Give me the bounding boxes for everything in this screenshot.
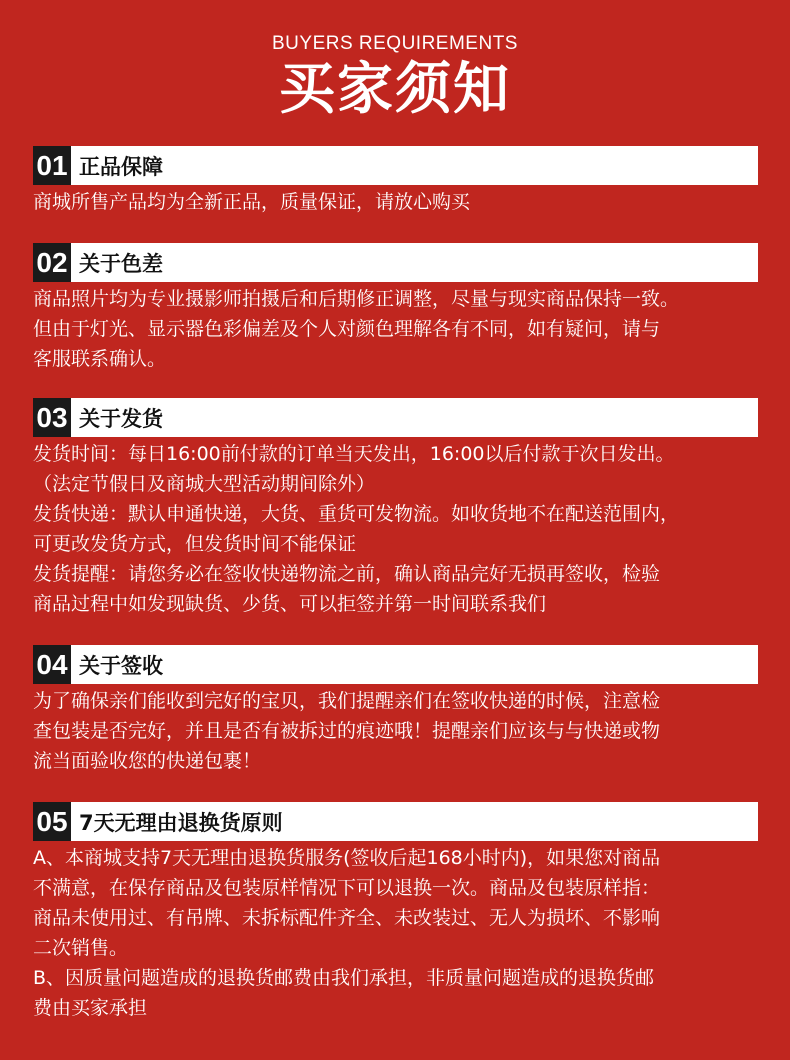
- body-line: 费由买家承担: [33, 997, 148, 1019]
- section-header: [33, 243, 758, 282]
- body-line: 二次销售。: [33, 937, 129, 959]
- body-line: 流当面验收您的快递包裹！: [33, 750, 262, 772]
- body-line: 商品未使用过、有吊牌、未拆标配件齐全、未改装过、无人为损坏、不影响: [33, 907, 661, 929]
- section-number: 05: [33, 802, 71, 841]
- section-return-policy: [33, 802, 758, 1023]
- body-line: 商品照片均为专业摄影师拍摄后和后期修正调整，尽量与现实商品保持一致。: [33, 288, 680, 310]
- section-shipping: [33, 398, 758, 619]
- body-line: 可更改发货方式，但发货时间不能保证: [33, 533, 357, 555]
- section-receipt: [33, 645, 758, 776]
- body-line: 商品过程中如发现缺货、少货、可以拒签并第一时间联系我们: [33, 593, 547, 615]
- section-header: [33, 398, 758, 437]
- body-line: 发货时间：每日16:00前付款的订单当天发出，16:00以后付款于次日发出。: [33, 443, 675, 465]
- section-title: 正品保障: [79, 154, 163, 179]
- section-authentic-guarantee: [33, 146, 758, 217]
- section-color-difference: [33, 243, 758, 374]
- section-title: 关于发货: [79, 406, 163, 431]
- body-line: （法定节假日及商城大型活动期间除外）: [33, 473, 376, 495]
- section-number: 02: [33, 243, 71, 282]
- section-title: 关于色差: [79, 251, 163, 276]
- section-number: 04: [33, 645, 71, 684]
- section-body: [33, 187, 758, 217]
- body-line: 但由于灯光、显示器色彩偏差及个人对颜色理解各有不同，如有疑问，请与: [33, 318, 661, 340]
- section-body: [33, 439, 758, 619]
- section-header: [33, 645, 758, 684]
- body-line: 不满意，在保存商品及包装原样情况下可以退换一次。商品及包装原样指：: [33, 877, 661, 899]
- section-title: 关于签收: [79, 653, 163, 678]
- section-body: [33, 284, 758, 374]
- body-line: 客服联系确认。: [33, 348, 167, 370]
- body-line: B、因质量问题造成的退换货邮费由我们承担，非质量问题造成的退换货邮: [33, 967, 655, 989]
- section-number: 01: [33, 146, 71, 185]
- page-subtitle: BUYERS REQUIREMENTS: [272, 33, 518, 54]
- body-line: A、本商城支持7天无理由退换货服务(签收后起168小时内)，如果您对商品: [33, 847, 661, 869]
- body-line: 发货提醒：请您务必在签收快递物流之前，确认商品完好无损再签收，检验: [33, 563, 661, 585]
- body-line: 发货快递：默认申通快递，大货、重货可发物流。如收货地不在配送范围内，: [33, 503, 680, 525]
- section-number: 03: [33, 398, 71, 437]
- section-title: 7天无理由退换货原则: [79, 810, 283, 835]
- section-body: [33, 843, 758, 1023]
- page-header: [0, 32, 790, 122]
- body-line: 查包装是否完好，并且是否有被拆过的痕迹哦！提醒亲们应该与与快递或物: [33, 720, 661, 742]
- section-header: [33, 802, 758, 841]
- body-line: 为了确保亲们能收到完好的宝贝，我们提醒亲们在签收快递的时候，注意检: [33, 690, 661, 712]
- section-header: [33, 146, 758, 185]
- body-line: 商城所售产品均为全新正品，质量保证，请放心购买: [33, 191, 471, 213]
- section-body: [33, 686, 758, 776]
- page-title: 买家须知: [279, 57, 511, 122]
